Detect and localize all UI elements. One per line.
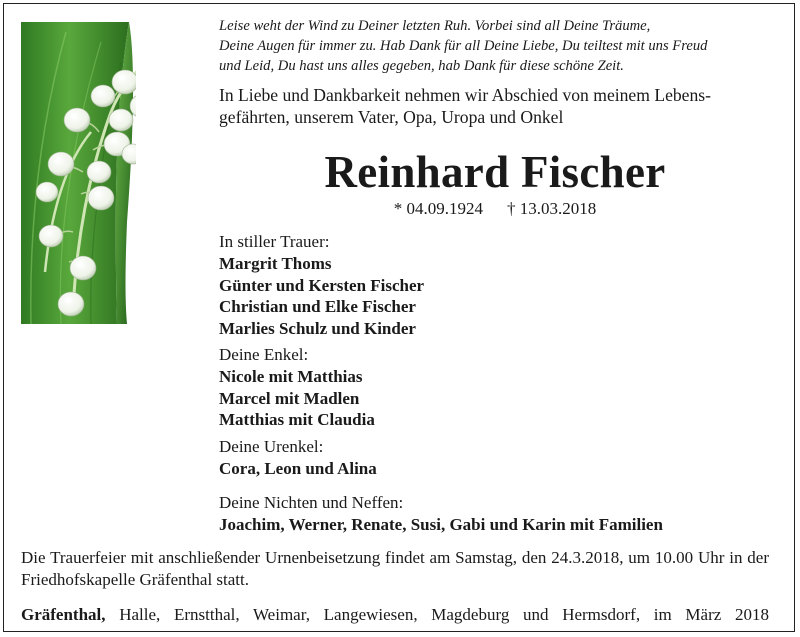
mourner-name: Marcel mit Madlen [219,388,360,408]
other-places: Halle, Ernstthal, Weimar, Langewiesen, Magdeburg und Hermsdorf, im März 2018 [105,605,769,624]
life-dates [219,198,771,220]
mourner-name: Marlies Schulz und Kinder [219,318,416,338]
funeral-notice: Die Trauerfeier mit anschließender Urnenbeisetzung findet am Samstag, den 24.3.2018, um 10.00 Uhr in der Friedhofskapelle Gräfenthal statt. [21,548,769,589]
poem-line: und Leid, Du hast uns alles gegeben, hab Dank für diese schöne Zeit. [219,58,624,74]
memorial-poem [219,16,771,76]
poem-line: Leise weht der Wind zu Deiner letzten Ruh. Vorbei sind all Deine Träume, [219,18,651,34]
intro-line: In Liebe und Dankbarkeit nehmen wir Abschied von meinem Lebens- [219,85,711,105]
group-heading: Deine Urenkel: [219,437,324,456]
mourners-grandchildren [219,344,779,431]
death-date: † 13.03.2018 [507,199,597,218]
poem-line: Deine Augen für immer zu. Hab Dank für all Deine Liebe, Du teiltest mit uns Freud [219,38,708,54]
intro-text [219,84,771,128]
places-footer [21,603,769,627]
mourner-name: Margrit Thoms [219,254,332,273]
group-heading: In stiller Trauer: [219,232,330,251]
mourners-nieces-nephews [219,492,779,536]
mourner-name: Joachim, Werner, Renate, Susi, Gabi und Karin mit Familien [219,515,663,534]
group-heading: Deine Nichten und Neffen: [219,493,404,512]
mourners-family [219,231,779,339]
mourner-name: Cora, Leon und Alina [219,459,377,478]
intro-line: gefährten, unserem Vater, Opa, Uropa und Onkel [219,107,564,127]
lily-of-the-valley-image [21,22,136,324]
group-heading: Deine Enkel: [219,345,309,364]
mourner-name: Günter und Kersten Fischer [219,275,425,295]
deceased-name: Reinhard Fischer [324,147,666,197]
mourners-great-grandchildren [219,436,779,480]
mourner-name: Matthias mit Claudia [219,410,375,429]
mourner-name: Christian und Elke Fischer [219,297,416,316]
mourner-name: Nicole mit Matthias [219,367,363,386]
main-place: Gräfenthal, [21,605,106,624]
birth-date: * 04.09.1924 [393,199,483,218]
